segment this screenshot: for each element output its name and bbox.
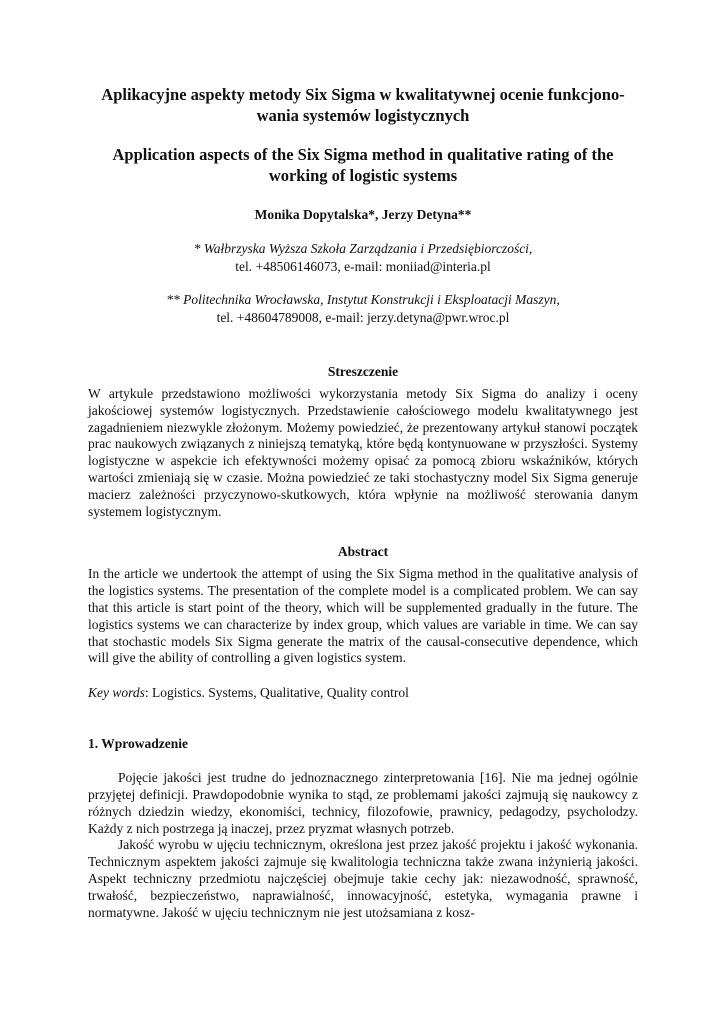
section-1-heading: 1. Wprowadzenie <box>88 736 189 752</box>
keywords-list: : Logistics. Systems, Qualitative, Quality control <box>144 685 409 701</box>
abstract-heading: Abstract <box>337 544 389 560</box>
streszczenie-text: W artykule przedstawiono możliwości wykorzystania metody Six Sigma do analizy i oceny jakościowej systemów logistycznych. Przedstawienie całościowego modelu kwalitatywnego jest zagadnieniem niezwykle złożonym. Możemy powiedzieć, że prezentowany artykuł stanowi początek prac naukowych związanych z niniejszą tematyką, które będą kontynuowane w przyszłości. Systemy logistyczne w aspekcie ich efektywności możemy opisać za pomocą zbioru wskaźników, których wartości zmieniają się w czasie. Można powiedzieć ze taki stochastyczny model Six Sigma generuje macierz zależności przyczynowo-skutkowych, która wpłynie na możliwość sterowania danym systemem logistycznym. <box>88 386 638 519</box>
title-english: Application aspects of the Six Sigma method in qualitative rating of the working of logistic systems <box>112 145 614 185</box>
affiliation-1-contact: tel. +48506146073, e-mail: moniiad@interia.pl <box>235 259 491 274</box>
authors: Monika Dopytalska*, Jerzy Detyna** <box>254 207 472 222</box>
affiliation-2 <box>88 291 638 327</box>
affiliation-1 <box>88 240 638 276</box>
affiliation-1-institution: * Wałbrzyska Wyższa Szkoła Zarządzania i Przedsiębiorczości, <box>193 241 533 256</box>
section-1-paragraph-2: Jakość wyrobu w ujęciu technicznym, określona jest przez jakość projektu i jakość wykonania. Technicznym aspektem jakości zajmuje się kwalitologia techniczna także zwana inżynierią jakości. Aspekt techniczny przedmiotu najczęściej obejmuje takie cechy jak: niezawodność, sprawność, trwałość, bezpieczeństwo, naprawialność, innowacyjność, estetyka, wymagania prawne i normatywne. Jakość w ujęciu technicznym nie jest utożsamiana z kosz- <box>88 837 638 920</box>
streszczenie-heading: Streszczenie <box>327 364 399 379</box>
keywords <box>88 684 638 701</box>
abstract-text: In the article we undertook the attempt of using the Six Sigma method in the qualitative analysis of the logistics systems. The presentation of the complete model is a complicated problem. We can say that this article is start point of the theory, which will be supplemented gradually in the future. The logistics systems we can characterize by index group, which values are variable in time. We can say that stochastic models Six Sigma generate the matrix of the causal-consecutive dependence, which will give the ability of controlling a given logistics system. <box>88 566 638 666</box>
title-polish: Aplikacyjne aspekty metody Six Sigma w kwalitatywnej ocenie funkcjono-wania systemów logistycznych <box>101 85 625 125</box>
section-1-paragraph-1: Pojęcie jakości jest trudne do jednoznacznego zinterpretowania [16]. Nie ma jednej ogólnie przyjętej definicji. Prawdopodobnie wynika to stąd, ze problemami jakości zajmują się naukowcy z różnych dziedzin wiedzy, ekonomiści, technicy, filozofowie, prawnicy, pedagodzy, psycholodzy. Każdy z nich postrzega ją inaczej, przez pryzmat własnych potrzeb. <box>88 770 638 836</box>
affiliation-2-contact: tel. +48604789008, e-mail: jerzy.detyna@pwr.wroc.pl <box>216 310 510 325</box>
affiliation-2-institution: ** Politechnika Wrocławska, Instytut Konstrukcji i Eksploatacji Maszyn, <box>166 292 560 307</box>
page-content <box>88 84 638 921</box>
keywords-label: Key words <box>88 685 145 701</box>
